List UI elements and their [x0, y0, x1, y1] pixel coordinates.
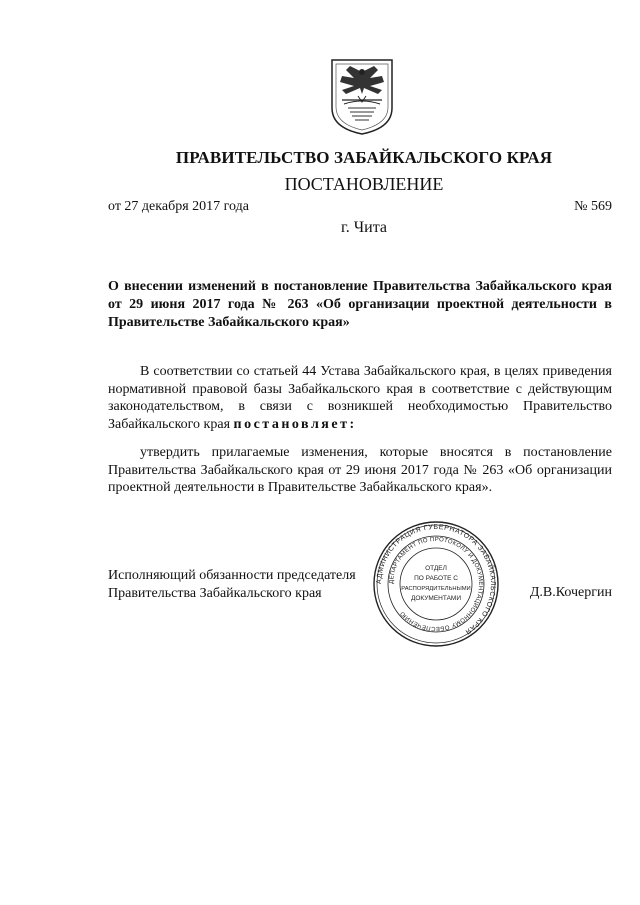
- paragraph-text: В соответствии со статьей 44 Устава Забайкальского края, в целях приведения нормативной правовой базы Забайкальского края в соответствие с действующим законодательством, в связи с возникшей необходимостью Правительство Забайкальского края: [108, 364, 612, 432]
- stamp-inner-text: ДЕПАРТАМЕНТ ПО ПРОТОКОЛУ И ДОКУМЕНТАЦИОННОМУ ОБЕСПЕЧЕНИЮ: [388, 536, 484, 632]
- coat-of-arms-icon: [328, 58, 396, 136]
- signatory-position-line: Правительства Забайкальского края: [108, 586, 322, 601]
- stamp-center-line: РАСПОРЯДИТЕЛЬНЫМИ: [401, 586, 471, 592]
- stamp-center-line: ДОКУМЕНТАМИ: [410, 595, 462, 602]
- stamp-center-line: ПО РАБОТЕ С: [414, 575, 458, 582]
- signatory-position: [108, 567, 356, 603]
- official-stamp: [372, 520, 500, 648]
- organization-name: ПРАВИТЕЛЬСТВО ЗАБАЙКАЛЬСКОГО КРАЯ: [175, 148, 553, 167]
- document-type: ПОСТАНОВЛЕНИЕ: [284, 174, 444, 194]
- stamp-outer-text: АДМИНИСТРАЦИЯ ГУБЕРНАТОРА ЗАБАЙКАЛЬСКОГО КРАЯ: [375, 523, 497, 636]
- signatory-name: Д.В.Кочергин: [529, 585, 612, 600]
- body-paragraph-2: утвердить прилагаемые изменения, которые вносятся в постановление Правительства Забайкальского края от 29 июня 2017 года № 263 «Об организации проектной деятельности в Правительстве Забайкальского края».: [108, 445, 612, 495]
- resolution-verb: постановляет:: [233, 416, 357, 432]
- document-title: О внесении изменений в постановление Правительства Забайкальского края от 29 июня 2017 года № 263 «Об организации проектной деятельности в Правительстве Забайкальского края»: [108, 279, 612, 330]
- stamp-center-line: ОТДЕЛ: [425, 565, 447, 572]
- body-paragraph-1: [108, 363, 612, 433]
- signatory-position-line: Исполняющий обязанности председателя: [108, 568, 356, 583]
- document-city: г. Чита: [340, 219, 387, 236]
- document-number: № 569: [574, 199, 612, 214]
- document-date: от 27 декабря 2017 года: [108, 199, 249, 214]
